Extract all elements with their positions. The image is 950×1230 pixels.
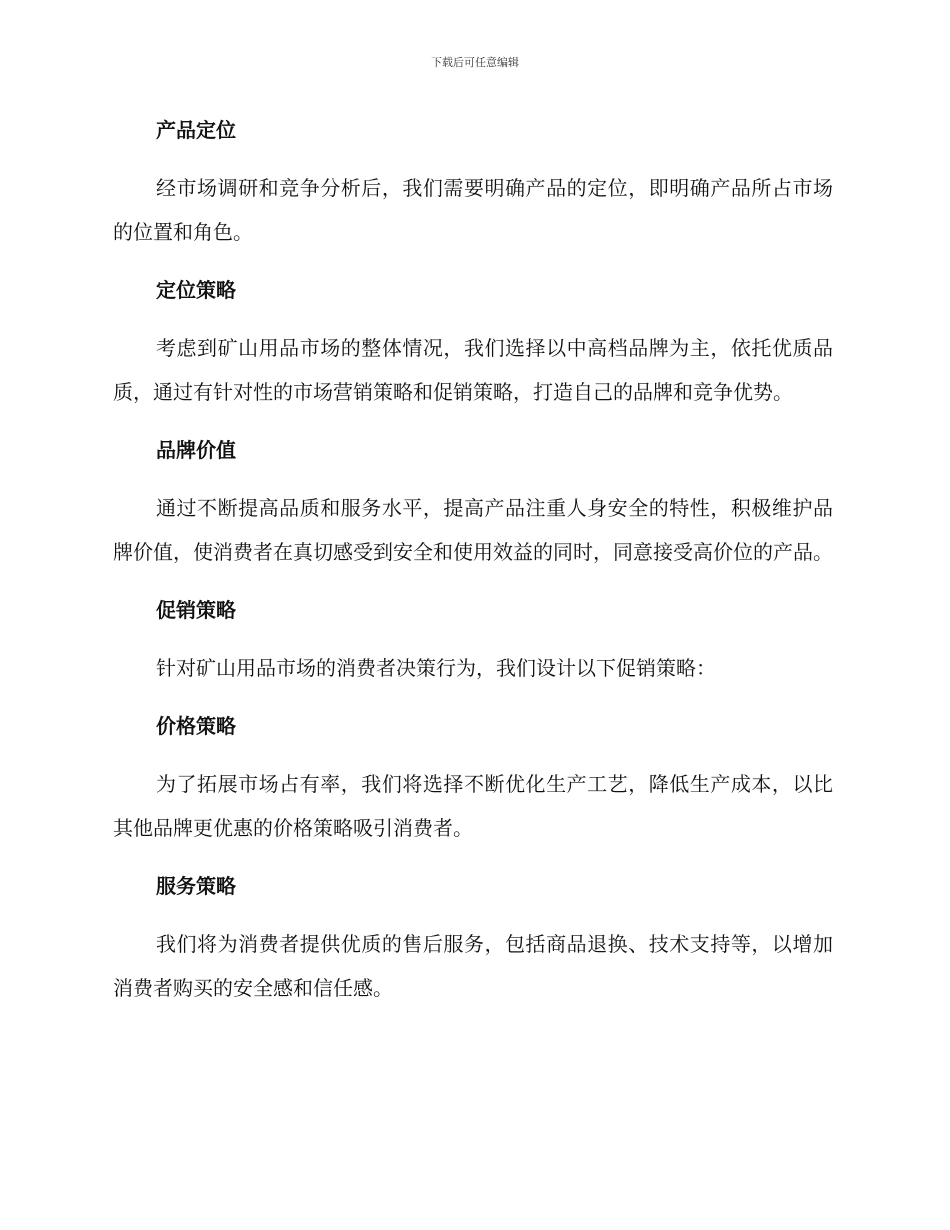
page-header: 下载后可任意编辑	[431, 56, 519, 69]
section-heading-brand-value: 品牌价值	[156, 438, 236, 462]
section-body-product-positioning: 经市场调研和竞争分析后，我们需要明确产品的定位，即明确产品所占市场的位置和角色。	[113, 176, 833, 244]
section-heading-price-strategy: 价格策略	[156, 714, 236, 738]
section-heading-positioning-strategy: 定位策略	[156, 278, 236, 302]
section-body-service-strategy: 我们将为消费者提供优质的售后服务，包括商品退换、技术支持等，以增加消费者购买的安全感和信任感。	[113, 932, 833, 1000]
section-body-promotion-strategy: 针对矿山用品市场的消费者决策行为，我们设计以下促销策略：	[156, 656, 716, 680]
section-heading-product-positioning: 产品定位	[156, 118, 236, 142]
section-body-brand-value: 通过不断提高品质和服务水平，提高产品注重人身安全的特性，积极维护品牌价值，使消费者在真切感受到安全和使用效益的同时，同意接受高价位的产品。	[113, 496, 833, 564]
section-body-price-strategy: 为了拓展市场占有率，我们将选择不断优化生产工艺，降低生产成本，以比其他品牌更优惠的价格策略吸引消费者。	[113, 772, 833, 840]
section-heading-service-strategy: 服务策略	[156, 874, 236, 898]
section-heading-promotion-strategy: 促销策略	[156, 598, 236, 622]
document-body	[113, 108, 833, 1024]
section-body-positioning-strategy: 考虑到矿山用品市场的整体情况，我们选择以中高档品牌为主，依托优质品质，通过有针对性的市场营销策略和促销策略，打造自己的品牌和竞争优势。	[113, 336, 833, 404]
